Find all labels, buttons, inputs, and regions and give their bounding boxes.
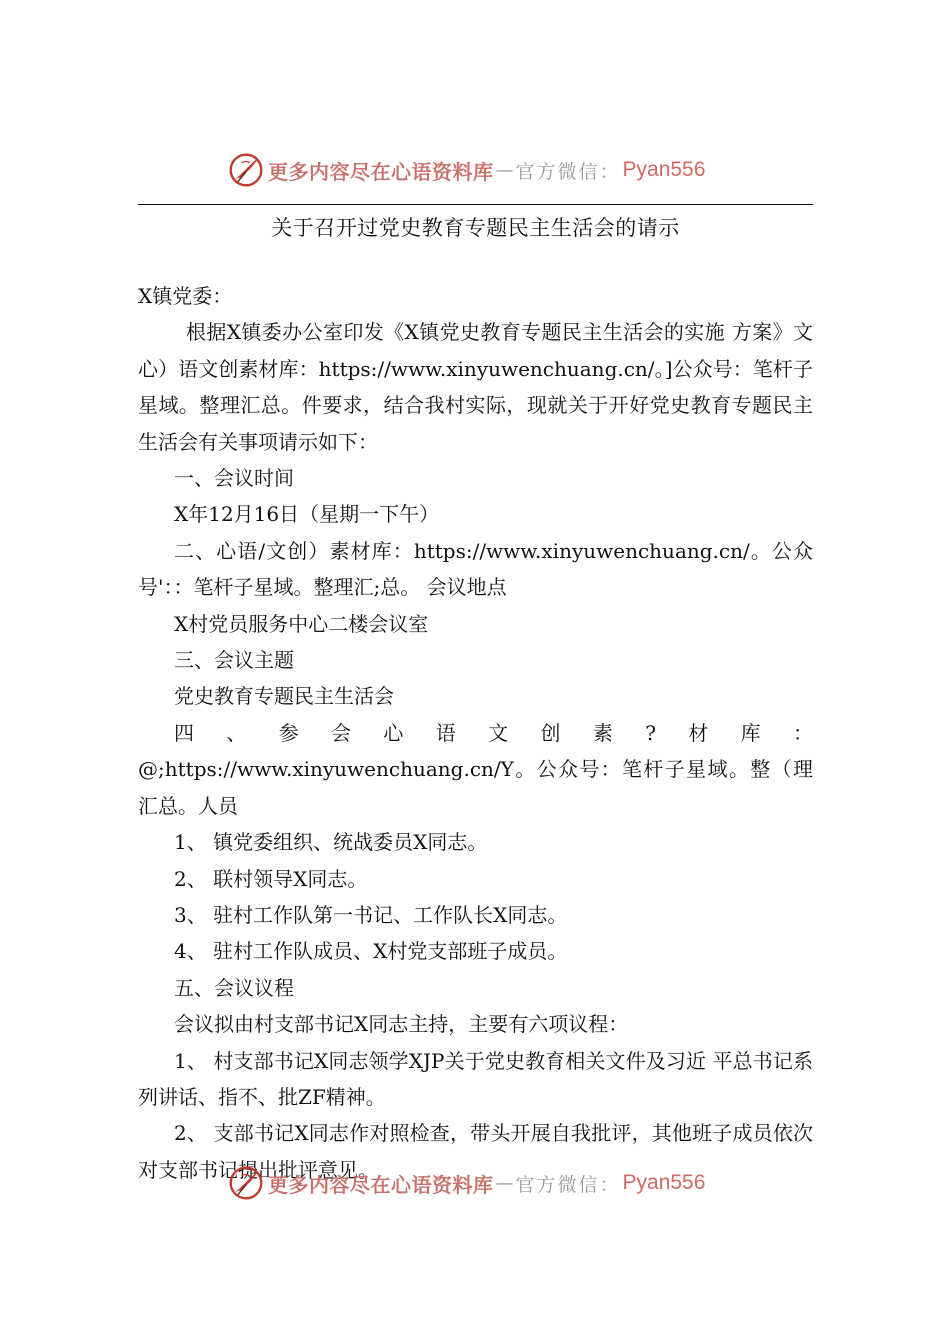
paragraph-salutation: X镇党委： [138, 284, 233, 308]
paragraph-intro: 根据X镇委办公室印发《X镇党史教育专题民主生活会的实施 方案》文心）语文创素材库：https://www.xinyuwenchuang.cn/。]公众号：笔杆子星域。整理汇总。件要求，结合我村实际，现就关于开好党史教育专题民主 生活会有关事项请示如下： [138, 320, 813, 454]
banner-lead-text: 更多内容尽在心语资料库 [268, 159, 494, 184]
list-item-attendee: 4、 驻村工作队成员、X村党支部班子成员。 [174, 939, 568, 964]
feather-quill-logo-icon [228, 152, 264, 188]
list-item-attendee: 3、 驻村工作队第一书记、工作队长X同志。 [174, 902, 568, 927]
list-item-agenda: 1、 村支部书记X同志领学XJP关于党史教育相关文件及习近 平总书记系列讲话、指不、批ZF精神。 [138, 1048, 813, 1109]
paragraph-theme: 党史教育专题民主生活会 [174, 684, 394, 709]
banner-wechat-handle: Pyan556 [622, 1171, 706, 1194]
paragraph-agenda-intro: 会议拟由村支部书记X同志主持，主要有六项议程： [174, 1012, 629, 1037]
banner-wechat-label: 官方微信： [515, 1173, 621, 1196]
list-item-attendee: 1、 镇党委组织、统战委员X同志。 [174, 830, 488, 855]
section-heading-time: 一、会议时间 [174, 466, 294, 491]
footer-banner [228, 1163, 748, 1203]
banner-lead-text: 更多内容尽在心语资料库 [268, 1172, 494, 1197]
section-heading-theme: 三、会议主题 [174, 648, 294, 673]
header-banner [228, 150, 748, 190]
header-rule [138, 204, 813, 205]
section-heading-location: 二、心语/文创）素材库：https://www.xinyuwenchuang.cn/。公众号'：：笔杆子星域。整理汇;总。 会议地点 [138, 538, 813, 600]
paragraph-time: X年12月16日（星期一下午） [174, 502, 440, 527]
list-item-attendee: 2、 联村领导X同志。 [174, 866, 368, 891]
section-heading-agenda: 五、会议议程 [174, 975, 294, 1000]
section-heading-attendees: 四、参会心语文创素?材库：@;https://www.xinyuwenchuang.cn/Y。公众号：笔杆子星域。整（理汇总。人员 [138, 720, 813, 818]
feather-quill-logo-icon [228, 1165, 264, 1201]
banner-dash: — [495, 159, 514, 181]
document-body [138, 278, 813, 1188]
banner-wechat-handle: Pyan556 [622, 158, 706, 181]
banner-wechat-label: 官方微信： [515, 160, 621, 183]
banner-dash: — [495, 1172, 514, 1194]
document-title: 关于召开过党史教育专题民主生活会的请示 [271, 216, 680, 240]
list-item-agenda: 2、 支部书记X同志作对照检查，带头开展自我批评，其他班子成员依次对支部书记提出批评意见。 [138, 1121, 813, 1182]
paragraph-location: X村党员服务中心二楼会议室 [174, 611, 429, 636]
